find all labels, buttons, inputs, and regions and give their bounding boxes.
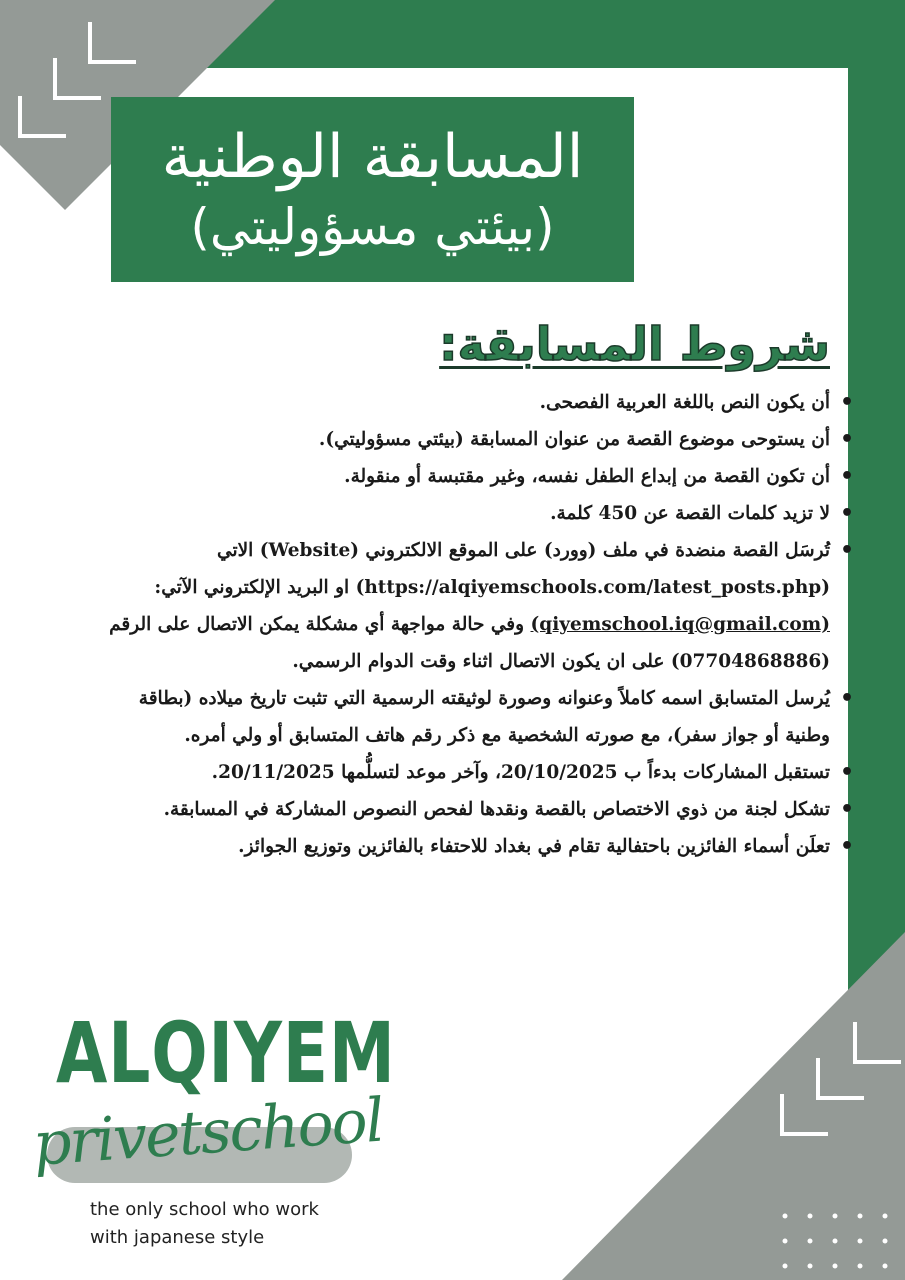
contact-hours-text: على ان يكون الاتصال اثناء وقت الدوام الرسمي. [292, 651, 665, 672]
tagline-line2: with japanese style [90, 1227, 265, 1248]
rule-dates [90, 754, 830, 791]
rule-committee: • تشكل لجنة من ذوي الاختصاص بالقصة ونقدها لفحص النصوص المشاركة في المسابقة. [90, 791, 830, 828]
start-text: تستقبل المشاركات بدءاً ب [623, 762, 830, 783]
rule-word-limit: • لا تزيد كلمات القصة عن 450 كلمة. [90, 495, 830, 532]
email-intro: او البريد الإلكتروني الآتي: [154, 577, 350, 598]
phone-number: (07704868886) [670, 651, 830, 672]
end-period: . [211, 762, 219, 783]
rule-submission [90, 532, 830, 680]
title-main: المسابقة الوطنية [161, 122, 584, 192]
website-link[interactable]: (https://alqiyemschools.com/latest_posts.php) [355, 577, 830, 598]
rule-originality: • أن تكون القصة من إبداع الطفل نفسه، وغير مقتبسة أو منقولة. [90, 458, 830, 495]
title-banner [111, 97, 634, 282]
brand-tagline [90, 1196, 319, 1252]
end-text: ، وآخر موعد لتسلُّمها [341, 762, 502, 783]
submission-text: تُرسَل القصة منضدة في ملف (وورد) على الموقع الالكتروني (Website) الاتي [217, 540, 830, 561]
rule-identity: • يُرسل المتسابق اسمه كاملاً وعنوانه وصورة لوثيقته الرسمية التي تثبت تاريخ ميلاده (بطاقة وطنية أو جواز سفر)، مع صورته الشخصية مع ذكر رقم هاتف المتسابق أو ولي أمره. [90, 680, 830, 754]
conditions-heading: شروط المسابقة: [439, 317, 830, 371]
title-subtitle: (بيئتي مسؤوليتي) [190, 198, 555, 256]
rule-topic: • أن يستوحى موضوع القصة من عنوان المسابقة (بيئتي مسؤوليتي). [90, 421, 830, 458]
start-date: 20/10/2025 [501, 762, 618, 783]
brand-script: privetschool [30, 1085, 386, 1180]
conditions-list [90, 384, 856, 865]
gray-triangle-bottom [562, 932, 905, 1280]
brand-logo: ALQIYEM [56, 1004, 396, 1102]
email-link[interactable]: (qiyemschool.iq@gmail.com) [530, 614, 830, 635]
tagline-line1: the only school who work [90, 1199, 319, 1220]
end-date: 20/11/2025 [218, 762, 335, 783]
rule-language: • أن يكون النص باللغة العربية الفصحى. [90, 384, 830, 421]
problem-text: وفي حالة مواجهة أي مشكلة يمكن الاتصال على الرقم [109, 614, 525, 635]
rule-ceremony: • تعلَن أسماء الفائزين باحتفالية تقام في بغداد للاحتفاء بالفائزين وتوزيع الجوائز. [90, 828, 830, 865]
